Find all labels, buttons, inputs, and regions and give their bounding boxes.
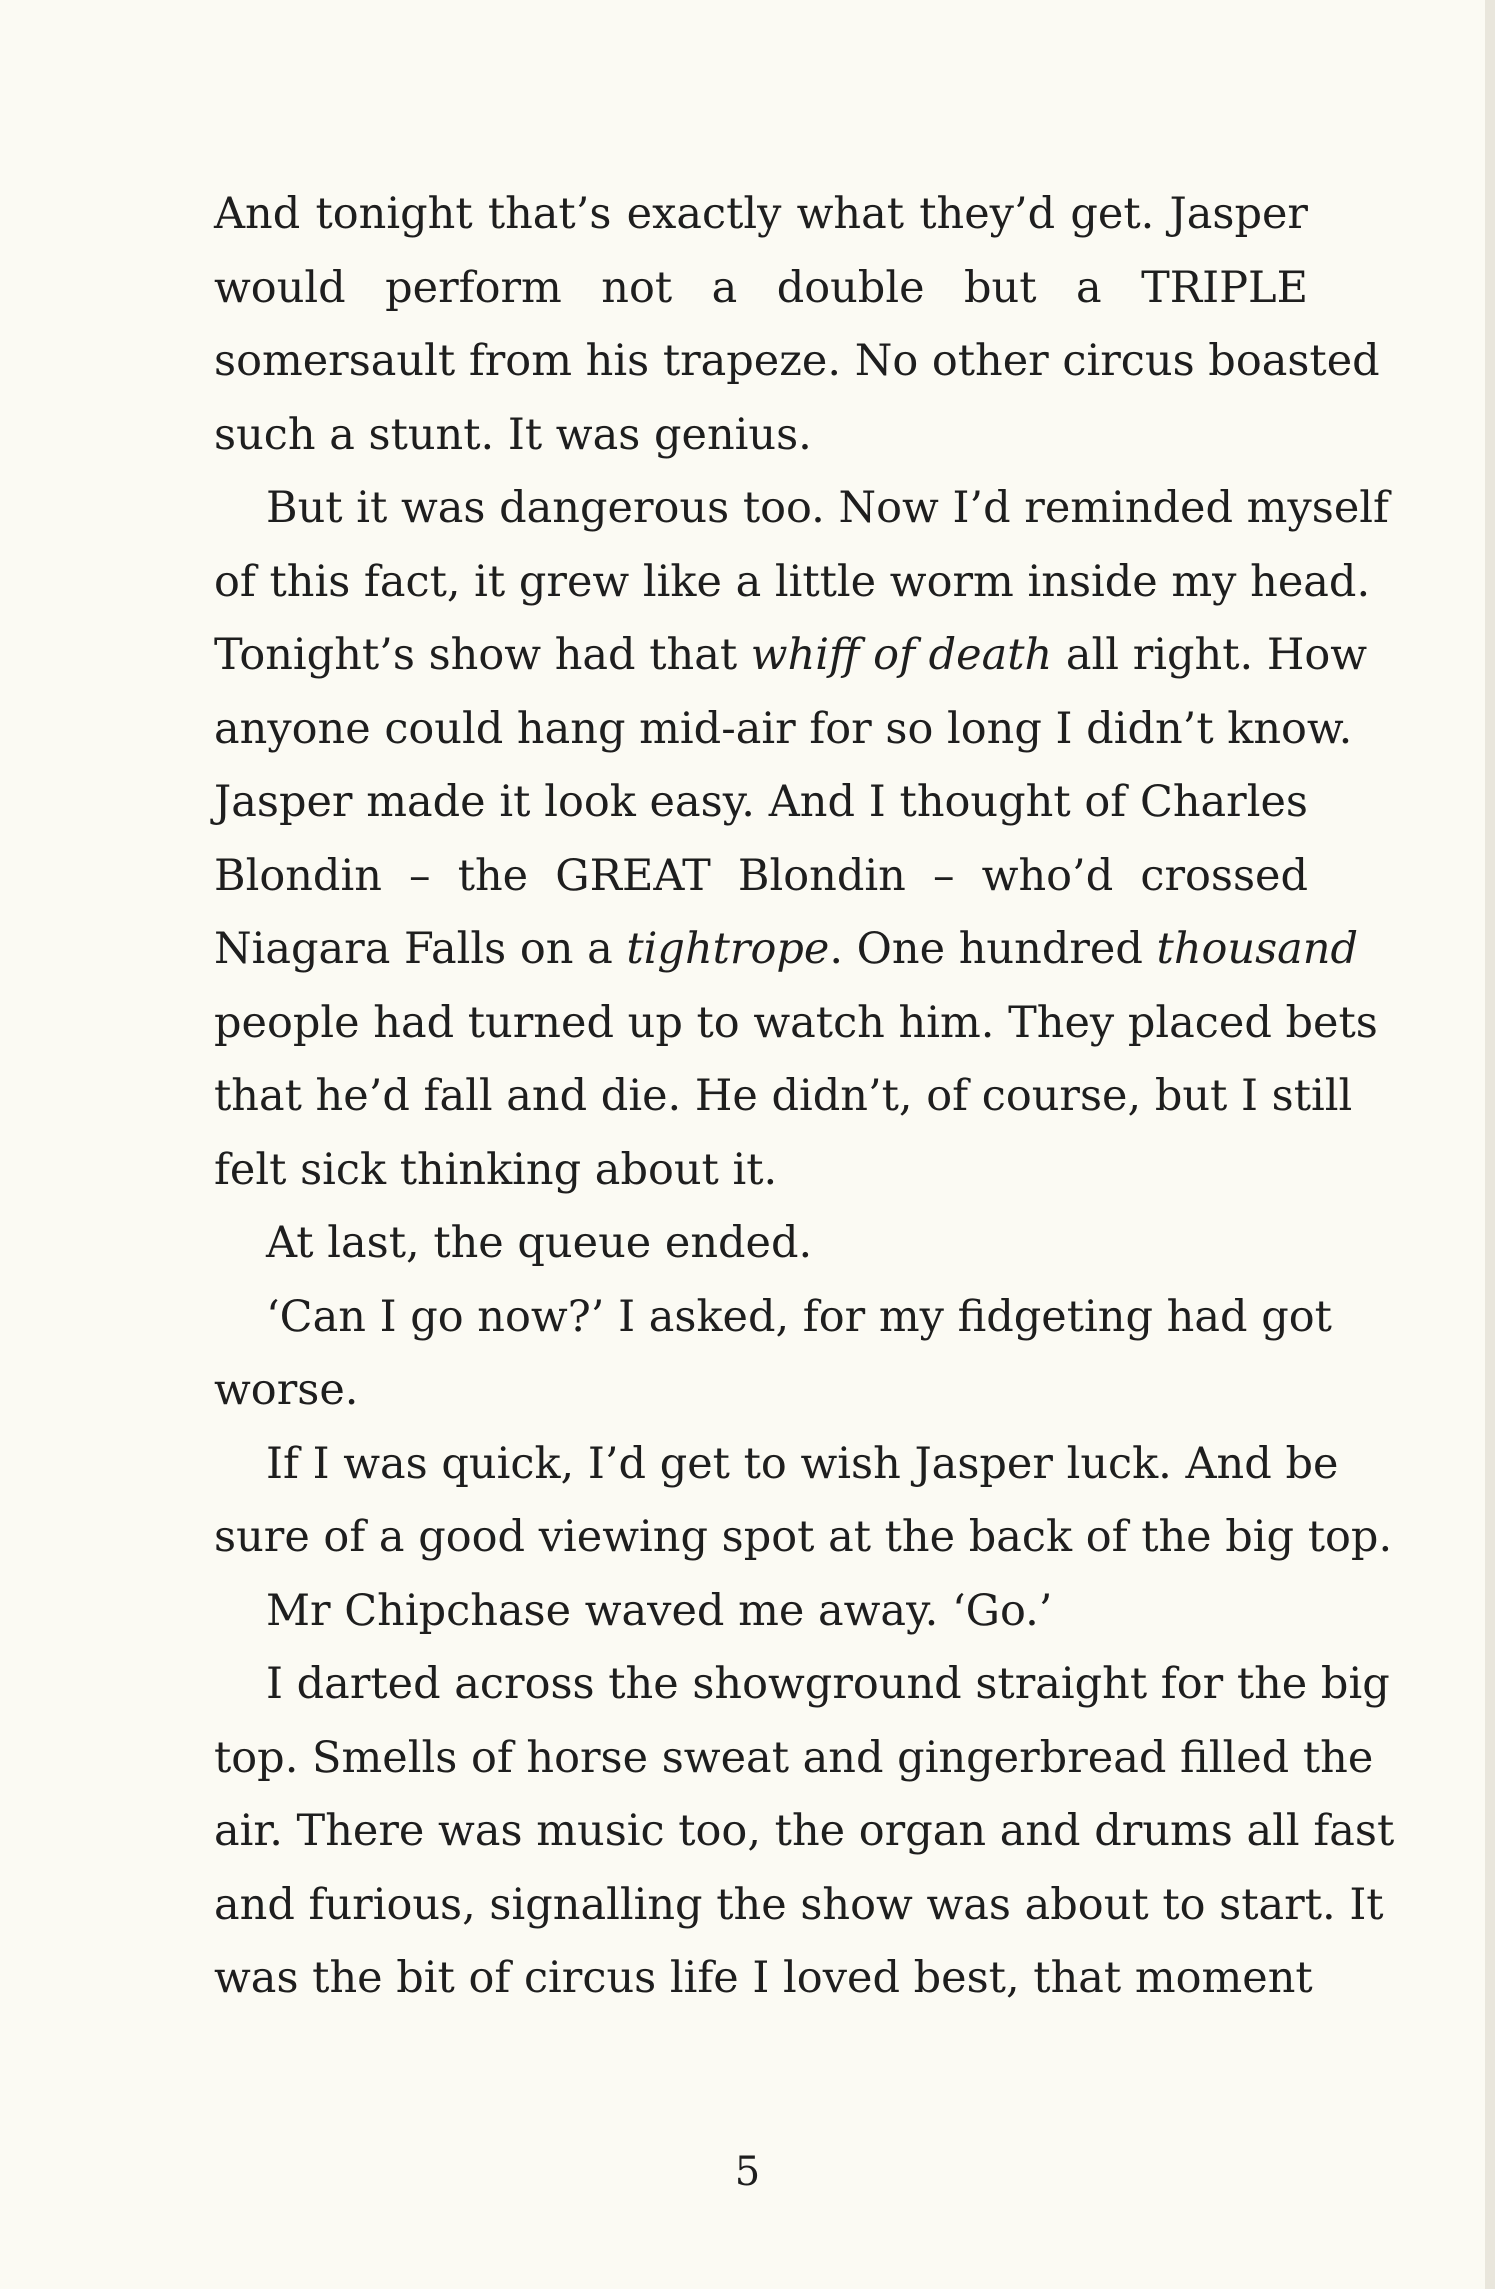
text-line: And tonight that’s exactly what they’d get. Jasper bbox=[214, 189, 1308, 239]
text-line: air. There was music too, the organ and drums all fast bbox=[214, 1806, 1395, 1856]
text-line: But it was dangerous too. Now I’d reminded myself bbox=[266, 483, 1389, 533]
text-line: Niagara Falls on a tightrope. One hundred thousand bbox=[214, 924, 1359, 974]
text-line: that he’d fall and die. He didn’t, of course, but I still bbox=[214, 1071, 1353, 1121]
text-line: If I was quick, I’d get to wish Jasper luck. And be bbox=[266, 1438, 1339, 1489]
text-line: top. Smells of horse sweat and gingerbread filled the bbox=[214, 1732, 1374, 1783]
page-edge bbox=[1485, 0, 1495, 2289]
text-line: ‘Can I go now?’ I asked, for my fidgeting had got bbox=[266, 1291, 1332, 1342]
text-line: Blondin – the GREAT Blondin – who’d crossed bbox=[214, 850, 1308, 901]
text-line: people had turned up to watch him. They placed bets bbox=[214, 997, 1378, 1048]
text-line: Jasper made it look easy. And I thought of Charles bbox=[214, 777, 1308, 827]
text-line: such a stunt. It was genius. bbox=[214, 409, 812, 460]
text-line: At last, the queue ended. bbox=[266, 1218, 813, 1268]
paragraph-5 bbox=[214, 1428, 1393, 1575]
paragraph-4 bbox=[214, 1281, 1332, 1428]
emphasis-text: whiff of death bbox=[750, 630, 1053, 680]
text-line: anyone could hang mid-air for so long I didn’t know. bbox=[214, 703, 1353, 754]
page-number: 5 bbox=[734, 2149, 761, 2195]
text-line: sure of a good viewing spot at the back of the big top. bbox=[214, 1512, 1393, 1562]
text-line: I darted across the showground straight for the big bbox=[266, 1659, 1390, 1709]
emphasis-text: thousand bbox=[1156, 924, 1359, 974]
paragraph-6 bbox=[214, 1575, 1308, 1649]
text-line: was the bit of circus life I loved best, that moment bbox=[214, 1953, 1313, 2003]
text-line: somersault from his trapeze. No other circus boasted bbox=[214, 336, 1380, 386]
text-line: worse. bbox=[214, 1365, 359, 1415]
text-line: of this fact, it grew like a little worm inside my head. bbox=[214, 556, 1371, 607]
paragraph-7 bbox=[214, 1648, 1395, 2016]
text-line: and furious, signalling the show was about to start. It bbox=[214, 1879, 1384, 1930]
text-line: Mr Chipchase waved me away. ‘Go.’ bbox=[266, 1585, 1053, 1636]
paragraph-3 bbox=[214, 1207, 1308, 1281]
emphasis-text: tightrope bbox=[626, 924, 830, 974]
text-line: would perform not a double but a TRIPLE bbox=[214, 262, 1308, 313]
paragraph-1 bbox=[214, 178, 1380, 472]
body-text bbox=[214, 178, 1395, 2016]
text-line: felt sick thinking about it. bbox=[214, 1144, 778, 1195]
paragraph-2 bbox=[214, 472, 1389, 1207]
text-line: Tonight’s show had that whiff of death all right. How bbox=[214, 630, 1368, 680]
